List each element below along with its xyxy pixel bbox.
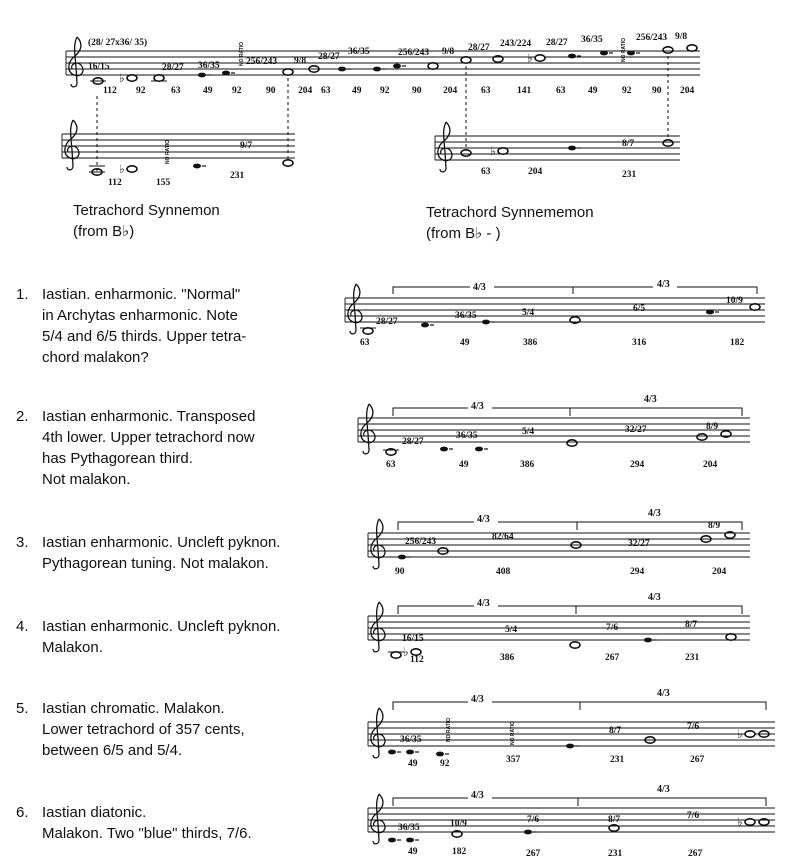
svg-text:386: 386 <box>500 653 515 663</box>
top-header-ratio: (28/ 27x36/ 35) <box>88 38 148 48</box>
example-3-description: 3. Iastian enharmonic. Uncleft pyknon. Pythagorean tuning. Not malakon. <box>16 534 281 572</box>
example-2-staff <box>358 392 750 470</box>
svg-text:256/243: 256/243 <box>398 48 430 58</box>
example-1-staff <box>345 277 765 348</box>
svg-text:32/27: 32/27 <box>625 425 647 435</box>
svg-text:4/3: 4/3 <box>471 694 484 705</box>
svg-text:155: 155 <box>156 178 171 188</box>
example-number: 3. <box>16 534 29 551</box>
top-ratios <box>88 32 687 73</box>
svg-text:16/15: 16/15 <box>402 634 424 644</box>
svg-text:49: 49 <box>352 86 362 96</box>
svg-text:28/27: 28/27 <box>468 43 490 53</box>
svg-text:267: 267 <box>605 653 620 663</box>
svg-text:112: 112 <box>410 655 424 665</box>
svg-text:28/27: 28/27 <box>402 437 424 447</box>
svg-text:16/15: 16/15 <box>88 62 110 72</box>
svg-text:92: 92 <box>232 86 242 96</box>
svg-text:63: 63 <box>171 86 181 96</box>
svg-text:63: 63 <box>360 338 370 348</box>
example-1-description: 1. Iastian. enharmonic. "Normal" in Archytas enharmonic. Note 5/4 and 6/5 thirds. Upper tetra- chord malakon? <box>16 286 247 366</box>
svg-text:36/35: 36/35 <box>198 61 220 71</box>
svg-text:8/7: 8/7 <box>685 620 698 630</box>
svg-text:7/6: 7/6 <box>527 815 540 825</box>
caption-subtitle: (from B♭ - ) <box>426 225 501 242</box>
svg-text:28/27: 28/27 <box>376 317 398 327</box>
svg-text:36/35: 36/35 <box>348 47 370 57</box>
top-cents <box>103 86 695 96</box>
example-5-description: 5. Iastian chromatic. Malakon. Lower tetrachord of 357 cents, between 6/5 and 5/4. <box>16 700 245 759</box>
svg-text:112: 112 <box>103 86 117 96</box>
svg-text:4/3: 4/3 <box>473 282 486 293</box>
svg-text:9/8: 9/8 <box>294 56 307 66</box>
svg-text:36/35: 36/35 <box>456 431 478 441</box>
svg-text:36/35: 36/35 <box>581 35 603 45</box>
caption-subtitle: (from B♭) <box>73 223 135 240</box>
svg-text:231: 231 <box>608 849 623 859</box>
svg-text:49: 49 <box>459 460 469 470</box>
svg-text:243/224: 243/224 <box>500 39 532 49</box>
no-ratio-label: NO RATIO <box>510 720 516 745</box>
svg-text:92: 92 <box>136 86 146 96</box>
svg-text:204: 204 <box>703 460 718 470</box>
svg-text:4/3: 4/3 <box>657 688 670 699</box>
no-ratio-label: NO RATIO <box>446 717 452 742</box>
caption-title: Tetrachord Synnememon <box>426 204 594 221</box>
svg-text:267: 267 <box>688 849 703 859</box>
svg-text:5/4: 5/4 <box>522 427 535 437</box>
svg-text:5/4: 5/4 <box>522 308 535 318</box>
svg-text:8/7: 8/7 <box>608 815 621 825</box>
svg-text:10/9: 10/9 <box>450 819 467 829</box>
svg-text:267: 267 <box>690 755 705 765</box>
svg-text:357: 357 <box>506 755 521 765</box>
svg-text:4/3: 4/3 <box>471 401 484 412</box>
svg-text:28/27: 28/27 <box>162 63 184 73</box>
svg-text:92: 92 <box>622 86 632 96</box>
no-ratio-label: NO RATIO <box>165 139 171 164</box>
svg-text:7/6: 7/6 <box>606 623 619 633</box>
svg-text:49: 49 <box>203 86 213 96</box>
synnemon-left-staff <box>62 120 295 188</box>
svg-text:92: 92 <box>440 759 450 769</box>
svg-text:90: 90 <box>652 86 662 96</box>
example-6-description: 6. Iastian diatonic. Malakon. Two "blue" thirds, 7/6. <box>16 804 252 842</box>
svg-text:9/7: 9/7 <box>240 141 253 151</box>
synnemon-right-staff <box>435 122 680 180</box>
svg-text:231: 231 <box>622 170 637 180</box>
example-number: 4. <box>16 618 29 635</box>
svg-text:63: 63 <box>321 86 331 96</box>
svg-text:267: 267 <box>526 849 541 859</box>
svg-text:8/9: 8/9 <box>708 521 721 531</box>
svg-text:82/64: 82/64 <box>492 532 514 542</box>
top-staff <box>66 32 700 172</box>
svg-text:63: 63 <box>481 86 491 96</box>
example-3-staff <box>368 506 750 577</box>
svg-text:4/3: 4/3 <box>477 598 490 609</box>
svg-text:231: 231 <box>610 755 625 765</box>
svg-text:182: 182 <box>452 847 467 857</box>
svg-text:36/35: 36/35 <box>400 735 422 745</box>
svg-text:4/3: 4/3 <box>657 279 670 290</box>
example-2-description: 2. Iastian enharmonic. Transposed 4th lower. Upper tetrachord now has Pythagorean third. Not malakon. <box>16 408 256 488</box>
example-number: 6. <box>16 804 29 821</box>
svg-text:256/243: 256/243 <box>636 33 668 43</box>
no-ratio-label: NO RATIO <box>239 41 245 66</box>
caption-title: Tetrachord Synnemon <box>73 202 220 219</box>
svg-text:4/3: 4/3 <box>477 514 490 525</box>
svg-text:8/7: 8/7 <box>622 139 635 149</box>
svg-text:49: 49 <box>408 759 418 769</box>
svg-text:294: 294 <box>630 567 645 577</box>
example-number: 5. <box>16 700 29 717</box>
svg-text:7/6: 7/6 <box>687 722 700 732</box>
svg-text:36/35: 36/35 <box>455 311 477 321</box>
svg-text:36/35: 36/35 <box>398 823 420 833</box>
svg-text:204: 204 <box>680 86 695 96</box>
svg-text:231: 231 <box>685 653 700 663</box>
example-6-staff <box>368 782 775 859</box>
svg-text:204: 204 <box>298 86 313 96</box>
svg-text:5/4: 5/4 <box>505 625 518 635</box>
svg-text:204: 204 <box>443 86 458 96</box>
svg-text:92: 92 <box>380 86 390 96</box>
synnemon-left-caption <box>73 200 220 242</box>
svg-text:4/3: 4/3 <box>648 592 661 603</box>
example-number: 1. <box>16 286 29 303</box>
svg-text:231: 231 <box>230 171 245 181</box>
svg-text:141: 141 <box>517 86 532 96</box>
svg-text:408: 408 <box>496 567 511 577</box>
svg-text:90: 90 <box>412 86 422 96</box>
example-4-staff <box>368 590 750 665</box>
svg-text:90: 90 <box>266 86 276 96</box>
svg-text:28/27: 28/27 <box>318 52 340 62</box>
svg-text:256/243: 256/243 <box>246 57 278 67</box>
svg-text:256/243: 256/243 <box>405 537 437 547</box>
example-5-staff <box>368 686 775 769</box>
svg-text:49: 49 <box>408 847 418 857</box>
svg-text:112: 112 <box>108 178 122 188</box>
svg-text:8/7: 8/7 <box>609 726 622 736</box>
svg-text:49: 49 <box>460 338 470 348</box>
svg-text:63: 63 <box>556 86 566 96</box>
svg-text:90: 90 <box>395 567 405 577</box>
svg-text:9/8: 9/8 <box>442 47 455 57</box>
svg-text:386: 386 <box>523 338 538 348</box>
svg-text:294: 294 <box>630 460 645 470</box>
svg-text:49: 49 <box>588 86 598 96</box>
svg-text:4/3: 4/3 <box>471 790 484 801</box>
svg-text:9/8: 9/8 <box>675 32 688 42</box>
example-4-description: 4. Iastian enharmonic. Uncleft pyknon. Malakon. <box>16 618 281 656</box>
svg-text:4/3: 4/3 <box>657 784 670 795</box>
synnemon-right-caption <box>426 202 594 244</box>
svg-text:316: 316 <box>632 338 647 348</box>
svg-text:4/3: 4/3 <box>644 394 657 405</box>
svg-text:204: 204 <box>712 567 727 577</box>
svg-text:204: 204 <box>528 167 543 177</box>
no-ratio-label: NO RATIO <box>621 37 627 62</box>
svg-text:8/9: 8/9 <box>706 422 719 432</box>
svg-text:28/27: 28/27 <box>546 38 568 48</box>
svg-text:7/6: 7/6 <box>687 811 700 821</box>
svg-text:63: 63 <box>386 460 396 470</box>
svg-text:182: 182 <box>730 338 745 348</box>
svg-text:4/3: 4/3 <box>648 508 661 519</box>
svg-text:386: 386 <box>520 460 535 470</box>
svg-text:10/9: 10/9 <box>726 296 743 306</box>
svg-text:6/5: 6/5 <box>633 304 646 314</box>
example-number: 2. <box>16 408 29 425</box>
svg-text:63: 63 <box>481 167 491 177</box>
svg-text:32/27: 32/27 <box>628 539 650 549</box>
